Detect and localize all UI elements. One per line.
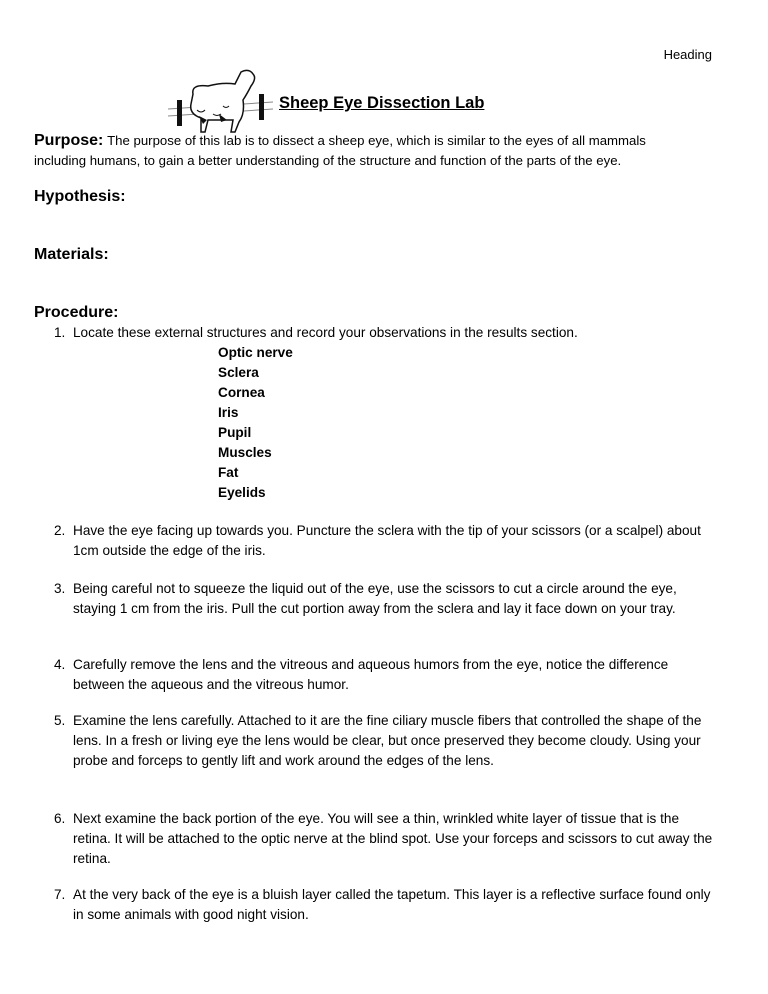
step-number: 3. (54, 581, 66, 596)
materials-heading: Materials: (34, 246, 109, 263)
step-text: Next examine the back portion of the eye. You will see a thin, wrinkled white layer of tissue that is the retina. It will be attached to the optic nerve at the blind spot. Use your forceps and scissors to cut away the retina. (73, 811, 713, 866)
sheep-illustration (163, 64, 278, 134)
procedure-step (54, 885, 714, 925)
step-text: Have the eye facing up towards you. Puncture the sclera with the tip of your scissors (or a scalpel) about 1cm outside the edge of the iris. (73, 523, 701, 558)
structure-item: Fat (218, 465, 239, 480)
step-number: 5. (54, 713, 66, 728)
procedure-heading: Procedure: (34, 304, 119, 321)
purpose-text: The purpose of this lab is to dissect a sheep eye, which is similar to the eyes of all mammals (107, 133, 646, 148)
step-text: Being careful not to squeeze the liquid out of the eye, use the scissors to cut a circle around the eye, staying 1 cm from the iris. Pull the cut portion away from the sclera and lay it face down on your tray. (73, 581, 677, 616)
procedure-step (54, 579, 714, 619)
hypothesis-heading: Hypothesis: (34, 188, 126, 205)
step-text: At the very back of the eye is a bluish layer called the tapetum. This layer is a reflective surface found only in some animals with good night vision. (73, 887, 711, 922)
structure-item: Cornea (218, 385, 265, 400)
structure-item: Iris (218, 405, 239, 420)
step-number: 4. (54, 657, 66, 672)
structure-item: Eyelids (218, 485, 266, 500)
procedure-step (54, 711, 714, 771)
step-number: 7. (54, 887, 66, 902)
procedure-step (54, 521, 714, 561)
structure-item: Muscles (218, 445, 272, 460)
step-text: Locate these external structures and record your observations in the results section. (73, 325, 578, 340)
purpose-text-continued: including humans, to gain a better understanding of the structure and function of the parts of the eye. (34, 153, 622, 168)
structure-item: Pupil (218, 425, 252, 440)
step-number: 6. (54, 811, 66, 826)
document-title: Sheep Eye Dissection Lab (279, 94, 485, 112)
purpose-label: Purpose: (34, 132, 104, 149)
step-text: Examine the lens carefully. Attached to it are the fine ciliary muscle fibers that controlled the shape of the lens. In a fresh or living eye the lens would be clear, but once preserved they become cloudy. Using your probe and forceps to gently lift and work around the edges of the lens. (73, 713, 702, 768)
step-text: Carefully remove the lens and the vitreous and aqueous humors from the eye, notice the difference between the aqueous and the vitreous humor. (73, 657, 669, 692)
step-number: 1. (54, 325, 66, 340)
step-number: 2. (54, 523, 66, 538)
procedure-step (54, 323, 714, 343)
procedure-step (54, 809, 714, 869)
structure-item: Optic nerve (218, 345, 293, 360)
procedure-step (54, 655, 714, 695)
page-heading: Heading (663, 47, 712, 62)
structure-item: Sclera (218, 365, 259, 380)
